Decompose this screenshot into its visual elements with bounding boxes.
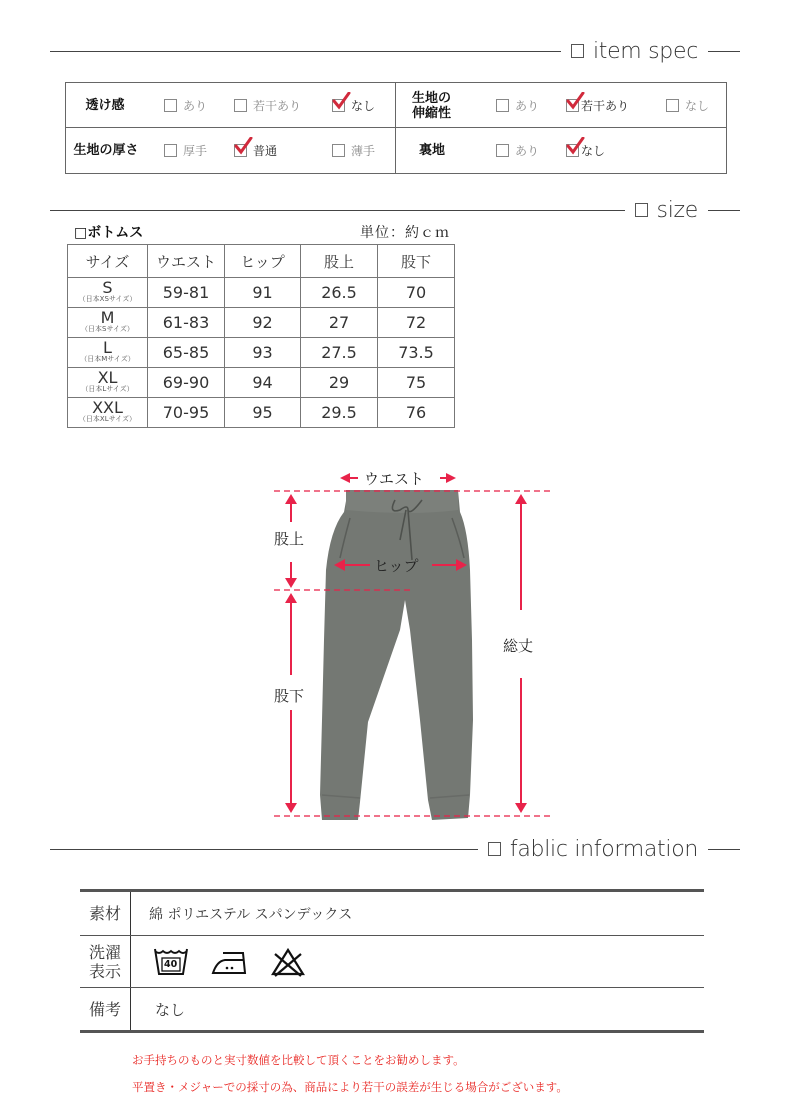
checkbox-checked-icon — [234, 144, 247, 157]
care-icons — [151, 947, 305, 977]
rise-label: 股上 — [274, 530, 305, 548]
table-row — [68, 278, 455, 308]
size-cell: L （日本Mサイズ） — [68, 338, 148, 368]
size-cell: XXL （日本XLサイズ） — [68, 398, 148, 428]
checkbox-checked-icon — [566, 99, 579, 112]
table-header-row — [68, 245, 455, 278]
inseam-label: 股下 — [274, 687, 305, 705]
option-lining-none: なし — [566, 142, 605, 159]
option-none: なし — [332, 97, 375, 114]
rise-cell: 29 — [301, 368, 378, 398]
inseam-cell: 75 — [378, 368, 455, 398]
divider-line — [708, 51, 740, 52]
option-none-sheer: あり — [164, 97, 207, 114]
waist-cell: 61-83 — [148, 308, 225, 338]
col-header: 股上 — [301, 245, 378, 278]
fabric-material-value: 綿 ポリエステル スパンデックス — [149, 906, 353, 923]
fabric-row-material — [80, 892, 704, 936]
size-cell: S （日本XSサイズ） — [68, 278, 148, 308]
spec-thickness — [66, 128, 396, 173]
section-title: size — [656, 197, 698, 223]
rise-cell: 29.5 — [301, 398, 378, 428]
size-table-caption: □ボトムス — [74, 225, 144, 241]
checkbox-empty-icon — [496, 99, 509, 112]
section-title: fablic information — [509, 836, 698, 862]
fabric-key: 洗濯 表示 — [80, 936, 131, 987]
size-cell: M （日本Sサイズ） — [68, 308, 148, 338]
checkbox-empty-icon — [164, 144, 177, 157]
table-row — [68, 338, 455, 368]
checkbox-empty-icon — [332, 144, 345, 157]
note-line: 平置き・メジャーでの採寸の為、商品により若干の誤差が生じる場合がございます。 — [132, 1080, 568, 1094]
square-icon — [571, 44, 584, 58]
section-header-fabric — [50, 834, 740, 864]
option-normal: 普通 — [234, 142, 277, 159]
hip-cell: 91 — [225, 278, 301, 308]
col-header: 股下 — [378, 245, 455, 278]
option-stretch-slight: 若干あり — [566, 97, 629, 114]
divider-line — [708, 210, 740, 211]
fabric-row-notes — [80, 988, 704, 1030]
option-stretch-yes: あり — [496, 97, 539, 114]
col-header: ヒップ — [225, 245, 301, 278]
option-thin: 薄手 — [332, 142, 375, 159]
col-header: ウエスト — [148, 245, 225, 278]
note-line: お手持ちのものと実寸数値を比較して頂くことをお勧めします。 — [132, 1053, 465, 1067]
spec-row — [66, 83, 726, 128]
fabric-table — [80, 889, 704, 1033]
rise-cell: 26.5 — [301, 278, 378, 308]
size-cell: XL （日本Lサイズ） — [68, 368, 148, 398]
waist-cell: 69-90 — [148, 368, 225, 398]
spec-label: 生地の 伸縮性 — [412, 90, 452, 121]
checkbox-empty-icon — [234, 99, 247, 112]
hip-cell: 95 — [225, 398, 301, 428]
table-row — [68, 398, 455, 428]
option-thick: 厚手 — [164, 142, 207, 159]
divider-line — [708, 849, 740, 850]
section-header-item-spec — [50, 36, 740, 66]
rise-cell: 27 — [301, 308, 378, 338]
size-table — [67, 244, 455, 428]
waist-cell: 70-95 — [148, 398, 225, 428]
option-stretch-none: なし — [666, 97, 709, 114]
divider-line — [50, 210, 625, 211]
hip-label: ヒップ — [374, 557, 419, 575]
total-length-label: 総丈 — [503, 637, 534, 655]
fabric-key: 素材 — [80, 892, 131, 935]
size-unit: 単位：約ｃｍ — [360, 225, 450, 241]
checkbox-checked-icon — [332, 99, 345, 112]
waist-label: ウエスト — [364, 470, 425, 488]
spec-stretch — [396, 83, 726, 128]
iron-low-icon — [211, 949, 249, 975]
hip-cell: 93 — [225, 338, 301, 368]
spec-lining — [396, 128, 726, 173]
divider-line — [50, 849, 478, 850]
inseam-cell: 72 — [378, 308, 455, 338]
measurement-diagram — [260, 460, 560, 830]
divider-line — [50, 51, 561, 52]
section-title: item spec — [592, 38, 698, 64]
spec-row — [66, 128, 726, 173]
option-slight: 若干あり — [234, 97, 301, 114]
hip-cell: 92 — [225, 308, 301, 338]
checkbox-checked-icon — [566, 144, 579, 157]
waist-cell: 65-85 — [148, 338, 225, 368]
square-icon — [488, 842, 501, 856]
no-bleach-icon — [271, 947, 305, 977]
fabric-key: 備考 — [80, 988, 131, 1030]
fabric-row-care — [80, 936, 704, 988]
disclaimer-notes — [132, 1047, 568, 1101]
fabric-notes-value: なし — [155, 1000, 186, 1019]
hip-cell: 94 — [225, 368, 301, 398]
table-row — [68, 308, 455, 338]
table-row — [68, 368, 455, 398]
checkbox-empty-icon — [666, 99, 679, 112]
checkbox-empty-icon — [496, 144, 509, 157]
spec-label: 生地の厚さ — [73, 143, 139, 158]
inseam-cell: 76 — [378, 398, 455, 428]
checkbox-empty-icon — [164, 99, 177, 112]
section-header-size — [50, 195, 740, 225]
square-icon — [635, 203, 648, 217]
col-header: サイズ — [68, 245, 148, 278]
spec-see-through — [66, 83, 396, 128]
waist-cell: 59-81 — [148, 278, 225, 308]
spec-label: 透け感 — [85, 98, 125, 113]
item-spec-table — [65, 82, 727, 174]
option-lining-yes: あり — [496, 142, 539, 159]
rise-cell: 27.5 — [301, 338, 378, 368]
spec-label: 裏地 — [418, 143, 445, 158]
inseam-cell: 70 — [378, 278, 455, 308]
inseam-cell: 73.5 — [378, 338, 455, 368]
wash-40-icon: 40 — [153, 947, 189, 977]
